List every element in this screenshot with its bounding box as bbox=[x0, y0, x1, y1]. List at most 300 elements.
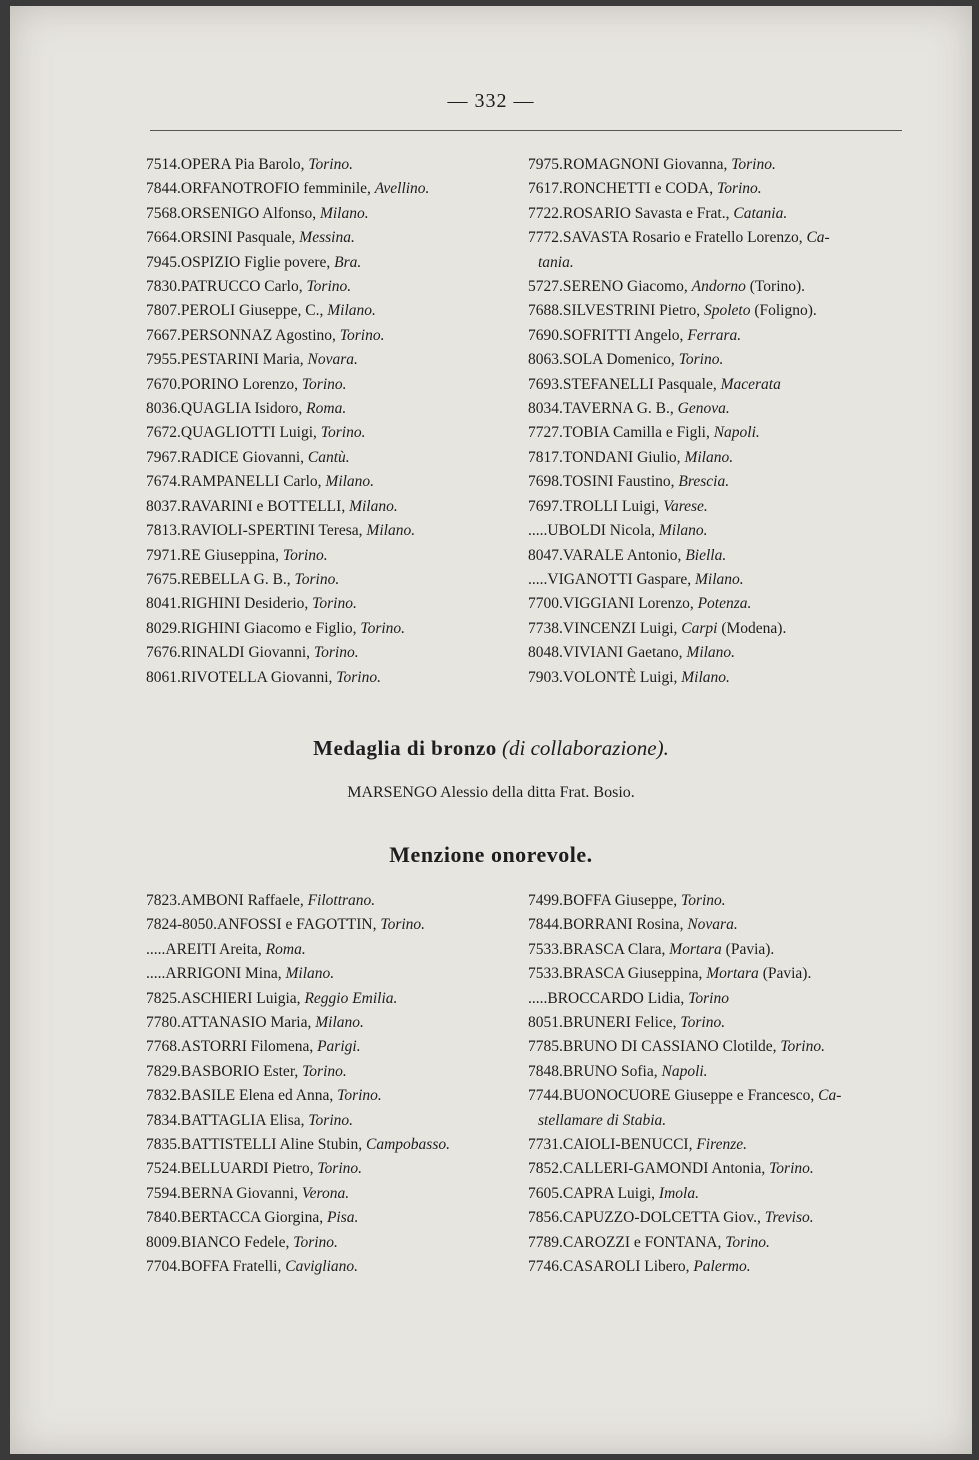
entry-location: Roma. bbox=[265, 940, 306, 958]
entry-location: Potenza. bbox=[697, 595, 752, 613]
entry-location: Torino. bbox=[301, 375, 347, 393]
entry-province: (Torino). bbox=[745, 278, 806, 296]
entry-number: 7848. bbox=[528, 1062, 563, 1080]
entry-name: BROCCARDO Lidia, bbox=[547, 989, 689, 1007]
entry-name: BELLUARDI Pietro, bbox=[180, 1160, 318, 1178]
entry-province: (Pavia). bbox=[758, 965, 812, 983]
list-entry bbox=[528, 1060, 908, 1084]
entry-location: Napoli. bbox=[661, 1062, 708, 1080]
entry-name: RAVIOLI-SPERTINI Teresa, bbox=[180, 522, 367, 540]
entry-number: 7967. bbox=[146, 448, 181, 466]
list-entry bbox=[146, 348, 516, 372]
entry-number: 7789. bbox=[528, 1233, 563, 1251]
entry-location: Torino. bbox=[312, 595, 357, 613]
entry-number: 8048. bbox=[528, 644, 563, 662]
entry-location: Milano. bbox=[695, 570, 744, 588]
entry-number: ..... bbox=[146, 940, 166, 958]
list-entry bbox=[528, 1157, 908, 1181]
list-entry bbox=[528, 617, 908, 641]
list-entry bbox=[146, 397, 516, 421]
entry-name: PEROLI Giuseppe, C., bbox=[180, 302, 328, 320]
entry-location: Messina. bbox=[299, 229, 355, 247]
entry-location: Napoli. bbox=[713, 424, 760, 442]
entry-name: UBOLDI Nicola, bbox=[547, 522, 659, 540]
entry-number: 7824-8050. bbox=[146, 916, 218, 934]
entry-name: TOSINI Faustino, bbox=[562, 473, 679, 491]
entry-number: 7832. bbox=[146, 1087, 181, 1105]
list-entry bbox=[146, 1060, 516, 1084]
entry-name: VINCENZI Luigi, bbox=[562, 619, 682, 637]
entry-number: 7971. bbox=[146, 546, 181, 564]
list-entry bbox=[528, 226, 908, 250]
entry-name: TOBIA Camilla e Figli, bbox=[562, 424, 714, 442]
entry-name: SOLA Domenico, bbox=[562, 351, 679, 369]
list-entry bbox=[146, 470, 516, 494]
entry-number: 8009. bbox=[146, 1233, 181, 1251]
entry-number: 7594. bbox=[146, 1184, 181, 1202]
list-entry bbox=[528, 1255, 908, 1279]
entry-number: 7780. bbox=[146, 1014, 181, 1032]
entry-number: 7664. bbox=[146, 229, 181, 247]
entry-location: tania. bbox=[538, 253, 574, 271]
entry-name: BASBORIO Ester, bbox=[180, 1062, 303, 1080]
list-entry bbox=[146, 202, 516, 226]
list-entry bbox=[528, 1011, 908, 1035]
entry-number: 7772. bbox=[528, 229, 563, 247]
entry-name: ASCHIERI Luigia, bbox=[180, 989, 305, 1007]
entry-name: BRUNERI Felice, bbox=[562, 1014, 681, 1032]
entry-name: RIGHINI Giacomo e Figlio, bbox=[180, 619, 361, 637]
entry-location: Treviso. bbox=[764, 1209, 814, 1227]
list-entry bbox=[146, 324, 516, 348]
list-top-right bbox=[528, 153, 908, 690]
entry-number: 7817. bbox=[528, 448, 563, 466]
entry-location: Torino. bbox=[681, 892, 726, 909]
entry-number: ..... bbox=[146, 965, 166, 983]
list-entry bbox=[146, 1035, 516, 1059]
list-entry bbox=[146, 889, 516, 913]
entry-location: Torino. bbox=[678, 351, 724, 369]
entry-number: 7670. bbox=[146, 375, 181, 393]
entry-location: Torino. bbox=[337, 1087, 382, 1105]
entry-name: RIGHINI Desiderio, bbox=[180, 595, 313, 613]
entry-location: Milano. bbox=[658, 522, 708, 540]
entry-number: 7617. bbox=[528, 180, 563, 198]
entry-number: 7768. bbox=[146, 1038, 181, 1056]
entry-location: Torino. bbox=[717, 180, 762, 198]
list-entry bbox=[528, 666, 908, 690]
entry-name: BERTACCA Giorgina, bbox=[180, 1209, 327, 1227]
entry-location: Biella. bbox=[685, 546, 727, 564]
entry-location: Palermo. bbox=[693, 1258, 751, 1276]
entry-name: VIGANOTTI Gaspare, bbox=[547, 570, 696, 588]
entry-number: 7697. bbox=[528, 497, 563, 515]
list-entry bbox=[528, 519, 908, 543]
entry-location: Firenze. bbox=[696, 1136, 747, 1154]
entry-location: Torino. bbox=[339, 326, 385, 344]
entry-name: BATTAGLIA Elisa, bbox=[180, 1111, 309, 1129]
entry-location: Imola. bbox=[658, 1184, 699, 1202]
entry-number: ..... bbox=[528, 522, 548, 540]
entry-name: ANFOSSI e FAGOTTIN, bbox=[217, 916, 381, 934]
entry-number: 8029. bbox=[146, 619, 181, 637]
entry-number: 7785. bbox=[528, 1038, 563, 1056]
list-bottom-right bbox=[528, 889, 908, 1280]
entry-name: STEFANELLI Pasquale, bbox=[562, 375, 721, 393]
list-entry bbox=[146, 177, 516, 201]
list-entry bbox=[146, 568, 516, 592]
entry-number: 7514. bbox=[146, 156, 181, 173]
entry-name: ATTANASIO Maria, bbox=[180, 1014, 316, 1032]
entry-number: 7844. bbox=[146, 180, 181, 198]
entry-name: SILVESTRINI Pietro, bbox=[562, 302, 704, 320]
entry-number: 8036. bbox=[146, 400, 181, 418]
entry-number: 7524. bbox=[146, 1160, 181, 1178]
list-entry bbox=[146, 938, 516, 962]
entry-name: ROSARIO Savasta e Frat., bbox=[562, 204, 734, 222]
entry-name: CAIOLI-BENUCCI, bbox=[562, 1136, 697, 1154]
entry-location: stellamare di Stabia. bbox=[538, 1111, 667, 1129]
list-entry bbox=[528, 348, 908, 372]
entry-number: 8041. bbox=[146, 595, 181, 613]
entry-number: 7823. bbox=[146, 892, 181, 909]
list-entry bbox=[146, 421, 516, 445]
entry-number: ..... bbox=[528, 989, 548, 1007]
entry-number: 7834. bbox=[146, 1111, 181, 1129]
list-entry bbox=[528, 1133, 908, 1157]
list-entry bbox=[146, 251, 516, 275]
medal-entry: MARSENGO Alessio della ditta Frat. Bosio. bbox=[347, 784, 635, 801]
entry-name: RADICE Giovanni, bbox=[180, 448, 308, 466]
entry-location: Torino. bbox=[731, 156, 776, 173]
list-entry bbox=[146, 275, 516, 299]
list-entry bbox=[528, 1182, 908, 1206]
list-entry bbox=[528, 470, 908, 494]
entry-number: 8063. bbox=[528, 351, 563, 369]
entry-location: Torino. bbox=[317, 1160, 363, 1178]
page-number: — 332 — bbox=[447, 90, 535, 112]
list-entry bbox=[146, 962, 516, 986]
entry-number: 5727. bbox=[528, 278, 563, 296]
list-entry bbox=[528, 938, 908, 962]
entry-location: Milano. bbox=[349, 497, 398, 515]
list-entry bbox=[146, 1206, 516, 1230]
entry-location: Milano. bbox=[325, 473, 375, 491]
entry-name: ORSINI Pasquale, bbox=[180, 229, 300, 247]
entry-number: 7700. bbox=[528, 595, 563, 613]
list-entry bbox=[528, 177, 908, 201]
entry-name: AMBONI Raffaele, bbox=[180, 892, 308, 909]
entry-location: Milano. bbox=[319, 204, 369, 222]
entry-name: RIVOTELLA Giovanni, bbox=[180, 668, 337, 686]
entry-location: Macerata bbox=[720, 375, 781, 393]
list-entry bbox=[528, 446, 908, 470]
list-entry bbox=[528, 1035, 908, 1059]
list-bottom-left bbox=[146, 889, 516, 1280]
entry-number: 7829. bbox=[146, 1062, 181, 1080]
entry-name: PESTARINI Maria, bbox=[180, 351, 308, 369]
entry-number: 7499. bbox=[528, 892, 563, 909]
entry-name: BOFFA Giuseppe, bbox=[562, 892, 682, 909]
entry-location: Torino. bbox=[769, 1160, 814, 1178]
entry-name: RAVARINI e BOTTELLI, bbox=[180, 497, 350, 515]
entry-name: OSPIZIO Figlie povere, bbox=[180, 253, 335, 271]
entry-name: ORSENIGO Alfonso, bbox=[180, 204, 320, 222]
entry-location: Spoleto bbox=[703, 302, 751, 320]
list-entry bbox=[528, 889, 908, 913]
list-entry bbox=[146, 1255, 516, 1279]
list-entry bbox=[528, 1231, 908, 1255]
entry-location: Ferrara. bbox=[687, 326, 742, 344]
list-entry bbox=[146, 1182, 516, 1206]
entry-name: BRUNO DI CASSIANO Clotilde, bbox=[562, 1038, 781, 1056]
entry-name: BRASCA Giuseppina, bbox=[562, 965, 707, 983]
entry-name: CAPRA Luigi, bbox=[562, 1184, 659, 1202]
list-entry bbox=[528, 913, 908, 937]
list-entry bbox=[146, 1157, 516, 1181]
entry-name: VARALE Antonio, bbox=[562, 546, 686, 564]
entry-name: ORFANOTROFIO femminile, bbox=[180, 180, 375, 198]
list-entry bbox=[528, 421, 908, 445]
entry-location: Filottrano. bbox=[307, 892, 376, 909]
header-rule bbox=[150, 130, 902, 131]
entry-name: CALLERI-GAMONDI Antonia, bbox=[562, 1160, 770, 1178]
entry-location: Milano. bbox=[684, 448, 734, 466]
entry-number: 7807. bbox=[146, 302, 181, 320]
entry-location: Milano. bbox=[686, 644, 736, 662]
entry-number: 7568. bbox=[146, 204, 181, 222]
entry-number: 7825. bbox=[146, 989, 181, 1007]
entry-location: Torino. bbox=[725, 1233, 770, 1251]
entry-name: CAPUZZO-DOLCETTA Giov., bbox=[562, 1209, 765, 1227]
entry-location: Ca- bbox=[818, 1087, 842, 1105]
entry-location: Torino. bbox=[282, 546, 328, 564]
list-entry bbox=[146, 226, 516, 250]
entry-name: AREITI Areita, bbox=[165, 940, 266, 958]
entry-location: Milano. bbox=[681, 668, 730, 686]
list-entry bbox=[528, 275, 908, 299]
entry-name: VOLONTÈ Luigi, bbox=[562, 668, 682, 686]
entry-name: BATTISTELLI Aline Stubin, bbox=[180, 1136, 367, 1154]
entry-name: TONDANI Giulio, bbox=[562, 448, 685, 466]
list-entry bbox=[528, 299, 908, 323]
entry-name: SAVASTA Rosario e Fratello Lorenzo, bbox=[562, 229, 807, 247]
entry-location: Roma. bbox=[306, 400, 347, 418]
entry-location: Torino. bbox=[308, 156, 353, 173]
entry-number: 7693. bbox=[528, 375, 563, 393]
entry-number: 7675. bbox=[146, 570, 181, 588]
list-entry bbox=[528, 153, 908, 177]
entry-location: Verona. bbox=[301, 1184, 350, 1202]
list-entry bbox=[146, 1133, 516, 1157]
entry-number: 7605. bbox=[528, 1184, 563, 1202]
list-entry bbox=[146, 913, 516, 937]
entry-location: Cantù. bbox=[307, 448, 350, 466]
entry-location: Varese. bbox=[663, 497, 708, 515]
list-entry bbox=[146, 987, 516, 1011]
entry-number: 7667. bbox=[146, 326, 181, 344]
entry-location: Cavigliano. bbox=[285, 1258, 358, 1276]
entry-name: PERSONNAZ Agostino, bbox=[180, 326, 340, 344]
list-entry bbox=[528, 324, 908, 348]
entry-location: Torino. bbox=[293, 1233, 338, 1251]
entry-number: 8037. bbox=[146, 497, 181, 515]
entry-number: 7840. bbox=[146, 1209, 181, 1227]
list-entry bbox=[528, 1206, 908, 1230]
entry-number: 7813. bbox=[146, 522, 181, 540]
entry-province: (Foligno). bbox=[750, 302, 817, 320]
entry-number: 7903. bbox=[528, 668, 563, 686]
entry-location: Torino. bbox=[294, 570, 340, 588]
entry-province: (Pavia). bbox=[721, 940, 775, 958]
entry-location: Campobasso. bbox=[366, 1136, 450, 1154]
entry-number: 7744. bbox=[528, 1087, 563, 1105]
list-entry bbox=[528, 373, 908, 397]
entry-location: Torino. bbox=[780, 1038, 825, 1056]
entry-number: 7698. bbox=[528, 473, 563, 491]
entry-number: 7852. bbox=[528, 1160, 563, 1178]
entry-location: Torino. bbox=[360, 619, 406, 637]
entry-number: 7704. bbox=[146, 1258, 181, 1276]
entry-number: 8034. bbox=[528, 400, 563, 418]
list-entry bbox=[146, 592, 516, 616]
entry-name: BIANCO Fedele, bbox=[180, 1233, 294, 1251]
entry-number: 7975. bbox=[528, 156, 563, 173]
entry-location: Novara. bbox=[307, 351, 358, 369]
entry-location: Torino. bbox=[306, 278, 352, 296]
list-entry bbox=[528, 202, 908, 226]
entry-number: 7738. bbox=[528, 619, 563, 637]
medal-title: Medaglia di bronzo bbox=[313, 736, 497, 760]
list-entry bbox=[146, 495, 516, 519]
entry-name: RINALDI Giovanni, bbox=[180, 644, 314, 662]
honor-section-title: Menzione onorevole. bbox=[389, 842, 593, 867]
entry-number: 7945. bbox=[146, 253, 181, 271]
list-entry bbox=[528, 987, 908, 1011]
entry-location: Ca- bbox=[806, 229, 830, 247]
entry-name: VIGGIANI Lorenzo, bbox=[562, 595, 698, 613]
list-entry bbox=[528, 641, 908, 665]
entry-number: 7672. bbox=[146, 424, 181, 442]
entry-location: Reggio Emilia. bbox=[304, 989, 398, 1007]
entry-location: Torino. bbox=[313, 644, 359, 662]
entry-name: RONCHETTI e CODA, bbox=[562, 180, 717, 198]
list-entry bbox=[528, 1084, 908, 1108]
entry-location: Milano. bbox=[315, 1014, 364, 1032]
list-entry bbox=[146, 1231, 516, 1255]
entry-location: Genova. bbox=[677, 400, 730, 418]
entry-number: 7533. bbox=[528, 940, 563, 958]
entry-location: Mortara bbox=[669, 940, 722, 958]
entry-number: 7727. bbox=[528, 424, 563, 442]
entry-number: 7830. bbox=[146, 278, 181, 296]
entry-name: TROLLI Luigi, bbox=[562, 497, 664, 515]
list-entry bbox=[528, 251, 908, 275]
entry-location: Torino. bbox=[302, 1062, 347, 1080]
list-entry bbox=[528, 495, 908, 519]
entry-location: Torino. bbox=[336, 668, 381, 686]
entry-name: RE Giuseppina, bbox=[180, 546, 283, 564]
list-entry bbox=[146, 519, 516, 543]
list-entry bbox=[146, 544, 516, 568]
entry-location: Bra. bbox=[334, 253, 362, 271]
entry-location: Carpi bbox=[681, 619, 718, 637]
entry-name: SERENO Giacomo, bbox=[562, 278, 692, 296]
entry-location: Parigi. bbox=[317, 1038, 361, 1056]
entry-number: 7676. bbox=[146, 644, 181, 662]
entry-location: Milano. bbox=[285, 965, 335, 983]
entry-number: 7731. bbox=[528, 1136, 563, 1154]
entry-name: REBELLA G. B., bbox=[180, 570, 295, 588]
list-entry bbox=[528, 1109, 908, 1133]
list-entry bbox=[146, 446, 516, 470]
entry-number: 7688. bbox=[528, 302, 563, 320]
entry-number: ..... bbox=[528, 570, 548, 588]
list-entry bbox=[146, 1011, 516, 1035]
entry-location: Mortara bbox=[706, 965, 759, 983]
entry-name: RAMPANELLI Carlo, bbox=[180, 473, 326, 491]
list-entry bbox=[146, 617, 516, 641]
entry-name: ARRIGONI Mina, bbox=[165, 965, 286, 983]
entry-name: CAROZZI e FONTANA, bbox=[562, 1233, 726, 1251]
entry-location: Torino. bbox=[308, 1111, 354, 1129]
list-top-left bbox=[146, 153, 516, 690]
entry-number: 7835. bbox=[146, 1136, 181, 1154]
entry-location: Pisa. bbox=[326, 1209, 359, 1227]
entry-location: Torino. bbox=[380, 916, 426, 934]
entry-location: Catania. bbox=[733, 204, 788, 222]
entry-number: 7955. bbox=[146, 351, 181, 369]
entry-location: Milano. bbox=[366, 522, 416, 540]
entry-number: 7674. bbox=[146, 473, 181, 491]
entry-name: PATRUCCO Carlo, bbox=[180, 278, 307, 296]
entry-number: 7690. bbox=[528, 326, 563, 344]
list-entry bbox=[146, 641, 516, 665]
entry-name: PORINO Lorenzo, bbox=[180, 375, 302, 393]
entry-location: Milano. bbox=[327, 302, 376, 320]
list-entry bbox=[528, 544, 908, 568]
entry-location: Torino. bbox=[320, 424, 366, 442]
entry-number: 7856. bbox=[528, 1209, 563, 1227]
list-entry bbox=[146, 153, 516, 177]
entry-number: 8061. bbox=[146, 668, 181, 686]
list-entry bbox=[146, 1109, 516, 1133]
list-entry bbox=[146, 299, 516, 323]
entry-name: BORRANI Rosina, bbox=[562, 916, 688, 934]
entry-location: Brescia. bbox=[678, 473, 730, 491]
entry-name: ROMAGNONI Giovanna, bbox=[562, 156, 732, 173]
list-entry bbox=[528, 568, 908, 592]
entry-location: Andorno bbox=[691, 278, 746, 296]
entry-name: QUAGLIOTTI Luigi, bbox=[180, 424, 321, 442]
medal-section-title bbox=[10, 736, 972, 761]
entry-name: TAVERNA G. B., bbox=[562, 400, 678, 418]
entry-name: VIVIANI Gaetano, bbox=[562, 644, 687, 662]
document-page bbox=[10, 6, 972, 1454]
list-entry bbox=[146, 666, 516, 690]
entry-number: 7533. bbox=[528, 965, 563, 983]
list-entry bbox=[146, 373, 516, 397]
entry-name: OPERA Pia Barolo, bbox=[180, 156, 309, 173]
entry-number: 8047. bbox=[528, 546, 563, 564]
entry-location: Avellino. bbox=[374, 180, 430, 198]
entry-name: CASAROLI Libero, bbox=[562, 1258, 694, 1276]
entry-name: BERNA Giovanni, bbox=[180, 1184, 302, 1202]
entry-name: ASTORRI Filomena, bbox=[180, 1038, 318, 1056]
list-entry bbox=[146, 1084, 516, 1108]
entry-number: 7722. bbox=[528, 204, 563, 222]
list-entry bbox=[528, 397, 908, 421]
